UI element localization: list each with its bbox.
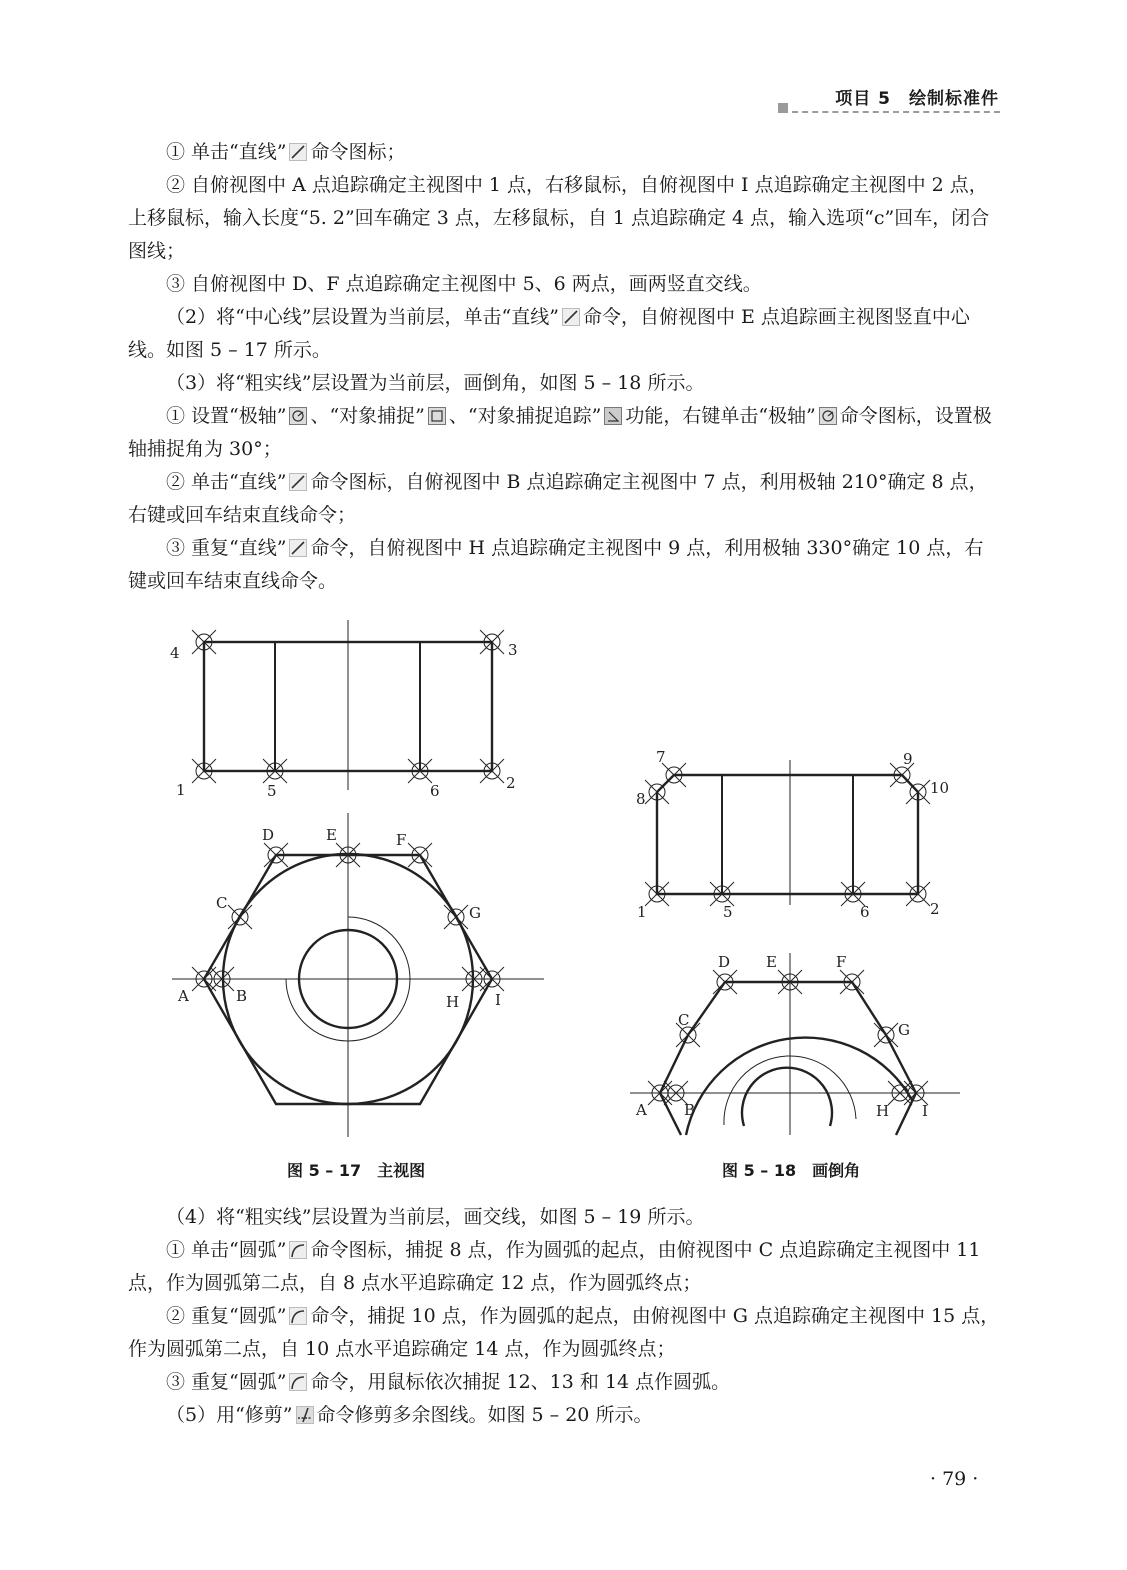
snap-marker bbox=[645, 882, 669, 906]
osnap-icon bbox=[428, 407, 446, 425]
label-D: D bbox=[262, 826, 275, 844]
label-F: F bbox=[396, 831, 407, 849]
snap-marker bbox=[906, 780, 930, 804]
line-icon bbox=[289, 539, 307, 557]
figure-5-18 bbox=[620, 745, 980, 1145]
label-10: 10 bbox=[930, 779, 950, 797]
label-9: 9 bbox=[903, 750, 913, 768]
paragraph bbox=[128, 268, 1000, 301]
text-run: 命令，自俯视图中 H 点追踪确定主视图中 9 点，利用极轴 330°确定 10 点，右键或回车结束直线命令。 bbox=[128, 537, 984, 592]
snap-marker bbox=[192, 967, 216, 991]
text-run: ③ 重复“直线” bbox=[166, 537, 287, 559]
snap-marker bbox=[408, 759, 432, 783]
text-run: （4）将“粗实线”层设置为当前层，画交线，如图 5 – 19 所示。 bbox=[166, 1206, 705, 1228]
text-run: 命令图标，自俯视图中 B 点追踪确定主视图中 7 点，利用极轴 210°确定 8 点，右键或回车结束直线命令； bbox=[128, 471, 988, 526]
label-H: H bbox=[446, 993, 460, 1011]
snap-marker bbox=[192, 759, 216, 783]
paragraph bbox=[128, 301, 1000, 367]
figure-5-17-labels bbox=[170, 641, 518, 1011]
snap-marker bbox=[480, 759, 504, 783]
snap-marker bbox=[263, 759, 287, 783]
line-icon bbox=[289, 143, 307, 161]
snap-marker bbox=[192, 630, 216, 654]
text-run: 命令，捕捉 10 点，作为圆弧的起点，由俯视图中 G 点追踪确定主视图中 15 点，作为圆弧第二点，自 10 点水平追踪确定 14 点，作为圆弧终点； bbox=[128, 1305, 1000, 1360]
label-2: 2 bbox=[930, 900, 940, 918]
text-run: 、“对象捕捉” bbox=[310, 405, 425, 427]
label-F: F bbox=[836, 953, 847, 971]
page-header bbox=[0, 0, 1127, 130]
snap-marker bbox=[228, 905, 252, 929]
label-D: D bbox=[718, 953, 731, 971]
text-run: ③ 重复“圆弧” bbox=[166, 1371, 287, 1393]
snap-marker bbox=[210, 967, 234, 991]
label-7: 7 bbox=[656, 748, 666, 766]
snap-marker bbox=[480, 630, 504, 654]
paragraph bbox=[128, 1366, 1000, 1399]
paragraph bbox=[128, 400, 1000, 466]
text-run: ① 设置“极轴” bbox=[166, 405, 287, 427]
label-E: E bbox=[766, 953, 777, 971]
text-run: 命令图标，设置极轴捕捉角为 30°； bbox=[128, 405, 992, 460]
label-8: 8 bbox=[636, 790, 646, 808]
otrack-icon bbox=[604, 407, 622, 425]
snap-marker bbox=[906, 882, 930, 906]
running-head-title: 项目 5 绘制标准件 bbox=[835, 89, 999, 109]
arc-icon bbox=[289, 1373, 307, 1391]
label-5: 5 bbox=[267, 782, 277, 800]
snap-marker bbox=[713, 970, 737, 994]
text-run: 功能，右键单击“极轴” bbox=[625, 405, 816, 427]
figure-5-18-caption: 图 5 – 18 画倒角 bbox=[722, 1161, 861, 1180]
text-run: 、“对象捕捉追踪” bbox=[448, 405, 602, 427]
snap-marker bbox=[264, 843, 288, 867]
snap-marker bbox=[874, 1023, 898, 1047]
text-run: ② 自俯视图中 A 点追踪确定主视图中 1 点，右移鼠标，自俯视图中 I 点追踪确定主视图中 2 点，上移鼠标，输入长度“5. 2”回车确定 3 点，左移鼠标，自 1 点追踪确定 4 点，输入选项“c”回车，闭合图线； bbox=[128, 174, 990, 262]
paragraph bbox=[128, 1300, 1000, 1366]
label-I: I bbox=[495, 991, 501, 1009]
header-dashed-rule bbox=[792, 111, 1000, 113]
paragraph bbox=[128, 1234, 1000, 1300]
label-1: 1 bbox=[637, 903, 647, 921]
polar-icon bbox=[819, 407, 837, 425]
label-2: 2 bbox=[506, 774, 516, 792]
page-number: · 79 · bbox=[930, 1468, 979, 1490]
label-C: C bbox=[678, 1011, 690, 1029]
text-run: ② 单击“直线” bbox=[166, 471, 287, 493]
label-4: 4 bbox=[170, 644, 180, 662]
line-icon bbox=[289, 473, 307, 491]
label-3: 3 bbox=[508, 641, 518, 659]
text-run: 命令，用鼠标依次捕捉 12、13 和 14 点作圆弧。 bbox=[310, 1371, 731, 1393]
trim-icon bbox=[296, 1406, 314, 1424]
paragraph bbox=[128, 367, 1000, 400]
label-6: 6 bbox=[860, 903, 870, 921]
top-partial-circle bbox=[686, 1038, 912, 1135]
text-run: 命令图标； bbox=[310, 141, 406, 163]
label-B: B bbox=[236, 987, 248, 1005]
text-run: （2）将“中心线”层设置为当前层，单击“直线” bbox=[166, 306, 559, 328]
snap-marker bbox=[462, 967, 486, 991]
snap-marker bbox=[408, 843, 432, 867]
text-run: ① 单击“圆弧” bbox=[166, 1239, 287, 1261]
top-partial-hole bbox=[742, 1068, 832, 1126]
label-B: B bbox=[684, 1101, 696, 1119]
text-run: （3）将“粗实线”层设置为当前层，画倒角，如图 5 – 18 所示。 bbox=[166, 372, 705, 394]
paragraph bbox=[128, 1201, 1000, 1234]
body-text-bottom bbox=[128, 1201, 1000, 1432]
figure-5-17-caption: 图 5 – 17 主视图 bbox=[287, 1161, 426, 1180]
text-run: 命令，自俯视图中 E 点追踪画主视图竖直中心线。如图 5 – 17 所示。 bbox=[128, 306, 970, 361]
label-E: E bbox=[326, 826, 337, 844]
label-I: I bbox=[922, 1102, 928, 1120]
label-C: C bbox=[216, 894, 228, 912]
snap-marker bbox=[840, 970, 864, 994]
front-chamfered-outline bbox=[657, 775, 918, 894]
arc-icon bbox=[289, 1307, 307, 1325]
text-run: 命令图标，捕捉 8 点，作为圆弧的起点，由俯视图中 C 点追踪确定主视图中 11 点，作为圆弧第二点，自 8 点水平追踪确定 12 点，作为圆弧终点； bbox=[128, 1239, 981, 1294]
text-run: ② 重复“圆弧” bbox=[166, 1305, 287, 1327]
label-G: G bbox=[898, 1021, 910, 1039]
snap-marker bbox=[336, 843, 360, 867]
label-5: 5 bbox=[723, 903, 733, 921]
paragraph bbox=[128, 1399, 1000, 1432]
line-icon bbox=[562, 308, 580, 326]
text-run: 命令修剪多余图线。如图 5 – 20 所示。 bbox=[316, 1404, 653, 1426]
paragraph bbox=[128, 532, 1000, 598]
label-A: A bbox=[178, 987, 189, 1005]
text-run: ③ 自俯视图中 D、F 点追踪确定主视图中 5、6 两点，画两竖直交线。 bbox=[166, 273, 762, 295]
label-1: 1 bbox=[176, 781, 186, 799]
header-square-mark bbox=[778, 103, 788, 113]
arc-icon bbox=[289, 1241, 307, 1259]
paragraph bbox=[128, 169, 1000, 268]
paragraph bbox=[128, 136, 1000, 169]
text-run: （5）用“修剪” bbox=[166, 1404, 293, 1426]
label-6: 6 bbox=[430, 782, 440, 800]
label-G: G bbox=[469, 904, 481, 922]
polar-icon bbox=[289, 407, 307, 425]
snap-marker bbox=[778, 970, 802, 994]
snap-marker bbox=[480, 967, 504, 991]
figure-5-18-snap-marks bbox=[645, 763, 930, 1105]
text-run: ① 单击“直线” bbox=[166, 141, 287, 163]
paragraph bbox=[128, 466, 1000, 532]
label-A: A bbox=[636, 1101, 647, 1119]
body-text-top bbox=[128, 136, 1000, 598]
snap-marker bbox=[645, 780, 669, 804]
figure-5-17 bbox=[160, 615, 560, 1145]
label-H: H bbox=[876, 1102, 890, 1120]
snap-marker bbox=[444, 905, 468, 929]
